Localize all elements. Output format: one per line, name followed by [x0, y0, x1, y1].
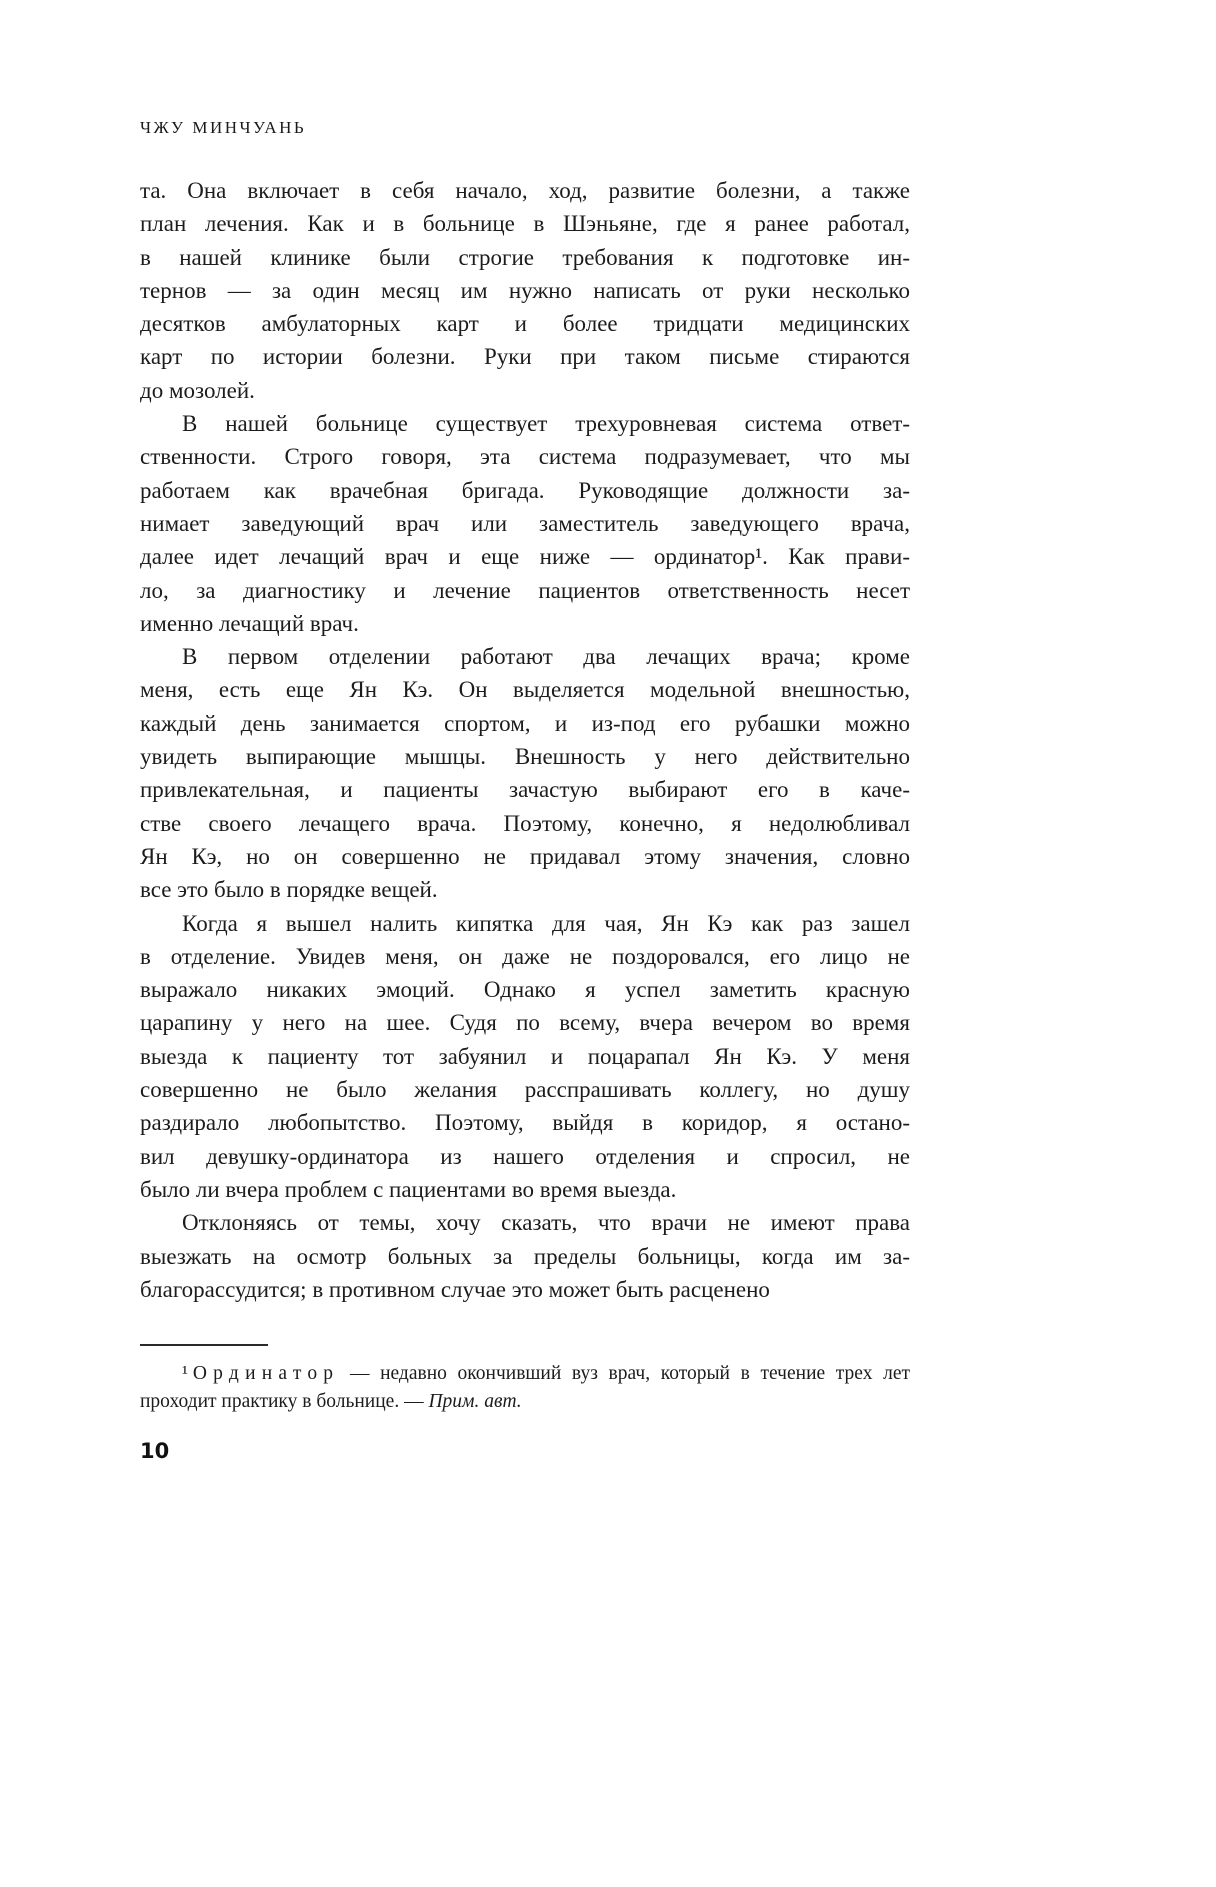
text-line: нимает заведующий врач или заместитель заведующего врача,: [140, 510, 910, 536]
text-line: десятков амбулаторных карт и более тридцати медицинских: [140, 311, 910, 337]
paragraph: [140, 640, 910, 906]
text-line: тернов — за один месяц им нужно написать от руки несколько: [140, 277, 910, 303]
text-line: Когда я вышел налить кипятка для чая, Ян Кэ как раз зашел: [182, 910, 910, 936]
paragraph: [140, 907, 910, 1207]
footnote-text: — недавно окончивший вуз врач, который в течение трех лет проходит практику в больнице. —: [140, 1363, 910, 1412]
text-line: ло, за диагностику и лечение пациентов ответственность несет: [140, 577, 910, 603]
text-line: ственности. Строго говоря, эта система подразумевает, что мы: [140, 444, 910, 470]
footnote-term: Ординатор: [192, 1363, 340, 1385]
text-line: царапину у него на шее. Судя по всему, вчера вечером во время: [140, 1010, 910, 1036]
text-line: стве своего лечащего врача. Поэтому, конечно, я недолюбливал: [140, 810, 910, 836]
footnote-marker: ¹: [182, 1363, 188, 1385]
text-line: именно лечащий врач.: [140, 610, 359, 636]
text-line: далее идет лечащий врач и еще ниже — ординатор¹. Как прави-: [140, 544, 910, 570]
text-line: Ян Кэ, но он совершенно не придавал этому значения, словно: [140, 843, 910, 869]
text-line: вил девушку-ординатора из нашего отделения и спросил, не: [140, 1143, 910, 1169]
footnote: [140, 1360, 910, 1415]
running-head: ЧЖУ МИНЧУАНЬ: [140, 118, 307, 137]
text-line: совершенно не было желания расспрашивать коллегу, но душу: [140, 1077, 910, 1103]
text-line: выражало никаких эмоций. Однако я успел заметить красную: [140, 977, 910, 1003]
text-line: раздирало любопытство. Поэтому, выйдя в коридор, я остано-: [140, 1110, 910, 1136]
text-line: меня, есть еще Ян Кэ. Он выделяется модельной внешностью,: [140, 677, 910, 703]
text-line: все это было в порядке вещей.: [140, 877, 438, 903]
paragraph: [140, 1206, 910, 1306]
text-line: карт по истории болезни. Руки при таком письме стираются: [140, 344, 910, 370]
body-text: [140, 174, 910, 1306]
page-number: 10: [140, 1439, 170, 1464]
text-line: в отделение. Увидев меня, он даже не поздоровался, его лицо не: [140, 943, 910, 969]
text-line: было ли вчера проблем с пациентами во время выезда.: [140, 1176, 677, 1202]
text-line: та. Она включает в себя начало, ход, развитие болезни, а также: [140, 178, 910, 203]
text-line: привлекательная, и пациенты зачастую выбирают его в каче-: [140, 777, 910, 803]
paragraph: [140, 407, 910, 640]
text-line: работаем как врачебная бригада. Руководящие должности за-: [140, 477, 910, 503]
text-line: В нашей больнице существует трехуровневая система ответ-: [182, 411, 910, 437]
text-line: Отклоняясь от темы, хочу сказать, что врачи не имеют права: [182, 1210, 910, 1236]
text-line: до мозолей.: [140, 377, 255, 403]
text-line: план лечения. Как и в больнице в Шэньяне, где я ранее работал,: [140, 211, 910, 237]
footnote-divider: [140, 1344, 268, 1346]
text-line: благорассудится; в противном случае это может быть расценено: [140, 1276, 770, 1302]
text-line: В первом отделении работают два лечащих врача; кроме: [182, 644, 910, 670]
paragraph: [140, 174, 910, 407]
text-line: выезда к пациенту тот забуянил и поцарапал Ян Кэ. У меня: [140, 1043, 910, 1069]
footnote-attribution: Прим. авт.: [428, 1390, 522, 1412]
text-line: выезжать на осмотр больных за пределы больницы, когда им за-: [140, 1243, 910, 1269]
text-line: каждый день занимается спортом, и из-под его рубашки можно: [140, 710, 910, 736]
text-line: в нашей клинике были строгие требования к подготовке ин-: [140, 244, 910, 270]
text-line: увидеть выпирающие мышцы. Внешность у него действительно: [140, 744, 910, 770]
